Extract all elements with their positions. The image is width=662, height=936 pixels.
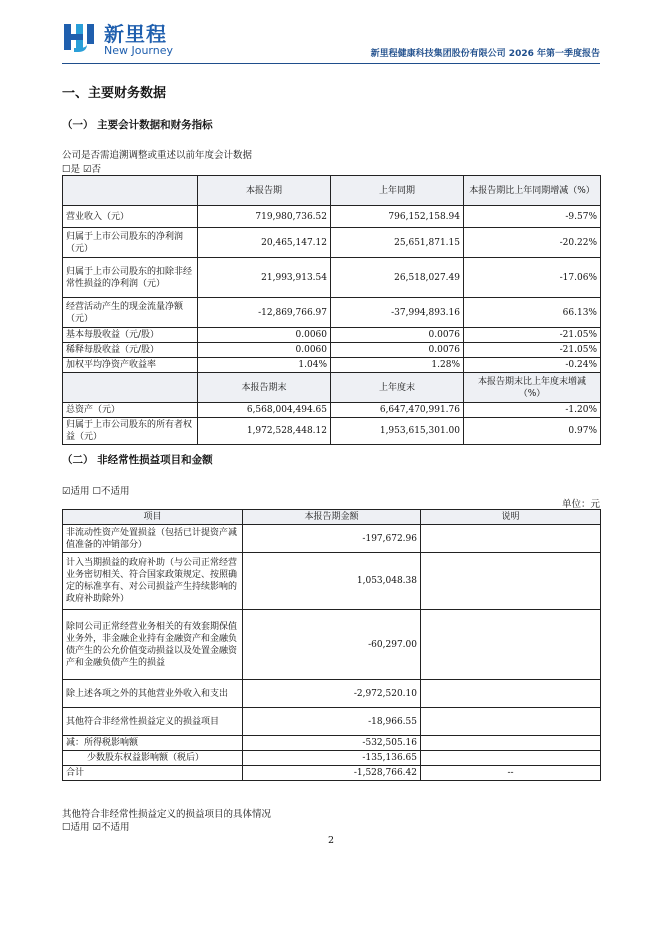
table-row (63, 751, 601, 766)
table-row (63, 206, 601, 228)
row-label-cell: 合计 (63, 766, 243, 781)
table-row (63, 298, 601, 328)
value-cell: 1.04% (198, 358, 331, 373)
page-header (62, 18, 600, 64)
value-cell: 1,053,048.38 (243, 553, 421, 610)
value-cell: -0.24% (464, 358, 601, 373)
value-cell: 1,953,615,301.00 (331, 418, 464, 445)
note-cell (421, 751, 601, 766)
row-label-cell: 计入当期损益的政府补助（与公司正常经营业务密切相关、符合国家政策规定、按照确定的标准享有、对公司损益产生持续影响的政府补助除外） (63, 553, 243, 610)
row-label-cell: 除上述各项之外的其他营业外收入和支出 (63, 680, 243, 708)
note-cell (421, 708, 601, 736)
restatement-choice: ☐是 ☑否 (62, 164, 102, 175)
logo-english-text: New Journey (104, 44, 174, 57)
value-cell: 26,518,027.49 (331, 258, 464, 298)
table-header-cell (63, 176, 198, 206)
financial-data-table (62, 175, 601, 445)
value-cell: 25,651,871.15 (331, 228, 464, 258)
page-number: 2 (327, 835, 335, 846)
value-cell: 0.0076 (331, 343, 464, 358)
value-cell: -532,505.16 (243, 736, 421, 751)
table-header-cell: 本报告期末 (198, 373, 331, 403)
note-cell (421, 553, 601, 610)
other-items-note: 其他符合非经常性损益定义的损益项目的具体情况 (62, 809, 272, 820)
note-cell: -- (421, 766, 601, 781)
table-header-cell: 本报告期比上年同期增减（%） (464, 176, 601, 206)
table-header-cell: 项目 (63, 510, 243, 525)
row-label-cell: 经营活动产生的现金流量净额（元） (63, 298, 198, 328)
value-cell: 1,972,528,448.12 (198, 418, 331, 445)
row-label-cell: 其他符合非经常性损益定义的损益项目 (63, 708, 243, 736)
table-row (63, 328, 601, 343)
section-title: 一、主要财务数据 (62, 86, 167, 101)
table-row (63, 553, 601, 610)
table-row (63, 736, 601, 751)
value-cell: 796,152,158.94 (331, 206, 464, 228)
table-row (63, 766, 601, 781)
table-row (63, 258, 601, 298)
value-cell: -21.05% (464, 343, 601, 358)
table-row (63, 228, 601, 258)
company-logo-icon (62, 20, 98, 56)
value-cell: -21.05% (464, 328, 601, 343)
table-header-cell: 上年度末 (331, 373, 464, 403)
row-label-cell: 非流动性资产处置损益（包括已计提资产减值准备的冲销部分） (63, 525, 243, 553)
table-header-cell: 说明 (421, 510, 601, 525)
table-row (63, 403, 601, 418)
table-row (63, 610, 601, 680)
table-header-cell: 本报告期末比上年度末增减（%） (464, 373, 601, 403)
row-label-cell: 稀释每股收益（元/股） (63, 343, 198, 358)
value-cell: 0.0060 (198, 328, 331, 343)
table-row (63, 418, 601, 445)
table-row (63, 708, 601, 736)
row-label-cell: 除同公司正常经营业务相关的有效套期保值业务外，非金融企业持有金融资产和金融负债产生的公允价值变动损益以及处置金融资产和金融负债产生的损益 (63, 610, 243, 680)
applicable-choice: ☑适用 ☐不适用 (62, 486, 130, 497)
table-header-cell: 本报告期金额 (243, 510, 421, 525)
table-header-cell: 本报告期 (198, 176, 331, 206)
note-cell (421, 610, 601, 680)
subsection-title-2: （二） 非经常性损益项目和金额 (62, 454, 213, 466)
value-cell: 1.28% (331, 358, 464, 373)
table-header-cell: 上年同期 (331, 176, 464, 206)
value-cell: 0.97% (464, 418, 601, 445)
logo-chinese-text: 新里程 (104, 22, 167, 46)
table-header-row (63, 510, 601, 525)
subsection-title-1: （一） 主要会计数据和财务指标 (62, 119, 213, 131)
row-label-cell: 少数股东权益影响额（税后） (63, 751, 243, 766)
note-cell (421, 736, 601, 751)
table-header-row (63, 176, 601, 206)
value-cell: -197,672.96 (243, 525, 421, 553)
other-items-choice: ☐适用 ☑不适用 (62, 822, 130, 833)
value-cell: -20.22% (464, 228, 601, 258)
value-cell: 21,993,913.54 (198, 258, 331, 298)
table-row (63, 358, 601, 373)
row-label-cell: 归属于上市公司股东的扣除非经常性损益的净利润（元） (63, 258, 198, 298)
value-cell: 6,647,470,991.76 (331, 403, 464, 418)
value-cell: -17.06% (464, 258, 601, 298)
value-cell: -2,972,520.10 (243, 680, 421, 708)
report-title: 新里程健康科技集团股份有限公司 2026 年第一季度报告 (370, 49, 600, 59)
value-cell: -135,136.65 (243, 751, 421, 766)
row-label-cell: 减：所得税影响额 (63, 736, 243, 751)
row-label-cell: 总资产（元） (63, 403, 198, 418)
row-label-cell: 营业收入（元） (63, 206, 198, 228)
value-cell: 719,980,736.52 (198, 206, 331, 228)
row-label-cell: 基本每股收益（元/股） (63, 328, 198, 343)
table-row (63, 680, 601, 708)
value-cell: 66.13% (464, 298, 601, 328)
note-cell (421, 680, 601, 708)
table-row (63, 343, 601, 358)
table-row (63, 525, 601, 553)
value-cell: -37,994,893.16 (331, 298, 464, 328)
value-cell: 20,465,147.12 (198, 228, 331, 258)
value-cell: -60,297.00 (243, 610, 421, 680)
row-label-cell: 归属于上市公司股东的所有者权益（元） (63, 418, 198, 445)
note-cell (421, 525, 601, 553)
row-label-cell: 加权平均净资产收益率 (63, 358, 198, 373)
restatement-question: 公司是否需追溯调整或重述以前年度会计数据 (62, 150, 253, 161)
non-recurring-table (62, 509, 601, 781)
value-cell: -9.57% (464, 206, 601, 228)
value-cell: -18,966.55 (243, 708, 421, 736)
unit-label: 单位：元 (561, 499, 600, 510)
row-label-cell: 归属于上市公司股东的净利润（元） (63, 228, 198, 258)
value-cell: -1,528,766.42 (243, 766, 421, 781)
table-header-row-2 (63, 373, 601, 403)
value-cell: 6,568,004,494.65 (198, 403, 331, 418)
value-cell: 0.0060 (198, 343, 331, 358)
value-cell: -1.20% (464, 403, 601, 418)
value-cell: -12,869,766.97 (198, 298, 331, 328)
table-header-cell (63, 373, 198, 403)
value-cell: 0.0076 (331, 328, 464, 343)
